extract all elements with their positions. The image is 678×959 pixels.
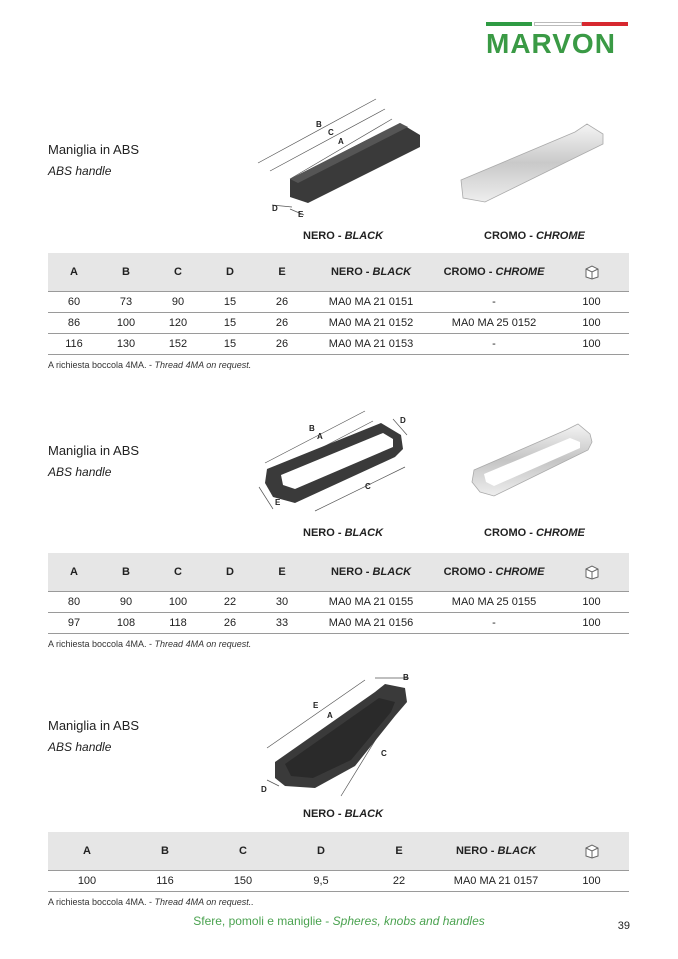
section-2-black-handle-drawing — [255, 405, 420, 520]
section-2-subtitle: ABS handle — [48, 465, 112, 479]
cell-b: 73 — [100, 292, 152, 313]
box-icon — [584, 843, 600, 859]
cell-black-code: MA0 MA 21 0157 — [438, 871, 554, 892]
col-header-e: E — [360, 832, 438, 871]
cell-c: 150 — [204, 871, 282, 892]
section-3-spec-table — [48, 832, 629, 892]
cell-d: 22 — [204, 592, 256, 613]
flag-green-stripe — [486, 22, 532, 26]
table-header-row — [48, 253, 629, 292]
table-row — [48, 592, 629, 613]
cell-a: 86 — [48, 313, 100, 334]
cell-d: 15 — [204, 313, 256, 334]
col-header-c: C — [152, 253, 204, 292]
table-row — [48, 292, 629, 313]
cell-e: 26 — [256, 334, 308, 355]
cell-b: 100 — [100, 313, 152, 334]
cell-d: 15 — [204, 334, 256, 355]
section-3-black-label: NERO - BLACK — [303, 808, 384, 820]
cell-a: 60 — [48, 292, 100, 313]
cell-b: 116 — [126, 871, 204, 892]
cell-package-qty: 100 — [554, 313, 629, 334]
section-2-chrome-handle-drawing — [468, 420, 598, 505]
cell-black-code: MA0 MA 21 0153 — [308, 334, 434, 355]
section-3-subtitle: ABS handle — [48, 740, 112, 754]
dim-label: E — [275, 498, 281, 507]
cell-e: 33 — [256, 613, 308, 634]
dim-label: C — [381, 749, 387, 758]
section-1-spec-table — [48, 253, 629, 355]
cell-c: 100 — [152, 592, 204, 613]
dim-label: D — [261, 785, 267, 794]
page-footer: Sfere, pomoli e maniglie - Spheres, knobs and handles — [193, 914, 485, 928]
col-header-package — [554, 553, 629, 592]
cell-black-code: MA0 MA 21 0156 — [308, 613, 434, 634]
cell-package-qty: 100 — [554, 871, 629, 892]
cell-a: 97 — [48, 613, 100, 634]
col-header-package — [554, 253, 629, 292]
col-header-b: B — [126, 832, 204, 871]
section-1-chrome-handle-drawing — [455, 118, 610, 213]
cell-chrome-code: - — [434, 292, 554, 313]
section-3-black-handle-drawing — [245, 668, 425, 803]
cell-black-code: MA0 MA 21 0152 — [308, 313, 434, 334]
section-3-note: A richiesta boccola 4MA. - Thread 4MA on request.. — [48, 897, 254, 907]
col-header-d: D — [282, 832, 360, 871]
section-1-note: A richiesta boccola 4MA. - Thread 4MA on request. — [48, 360, 252, 370]
table-header-row — [48, 832, 629, 871]
col-header-e: E — [256, 553, 308, 592]
cell-a: 80 — [48, 592, 100, 613]
cell-black-code: MA0 MA 21 0155 — [308, 592, 434, 613]
dim-label: D — [400, 416, 406, 425]
section-1-black-handle-drawing — [250, 95, 430, 225]
dim-label: A — [317, 432, 323, 441]
col-header-chrome: CROMO - CHROME — [434, 253, 554, 292]
cell-d: 9,5 — [282, 871, 360, 892]
col-header-black: NERO - BLACK — [308, 253, 434, 292]
col-header-chrome: CROMO - CHROME — [434, 553, 554, 592]
dim-label: A — [338, 137, 344, 146]
cell-b: 130 — [100, 334, 152, 355]
col-header-a: A — [48, 832, 126, 871]
cell-e: 26 — [256, 313, 308, 334]
cell-package-qty: 100 — [554, 292, 629, 313]
col-header-a: A — [48, 253, 100, 292]
col-header-d: D — [204, 253, 256, 292]
dim-label: D — [272, 204, 278, 213]
cell-c: 152 — [152, 334, 204, 355]
dim-label: B — [316, 120, 322, 129]
cell-c: 120 — [152, 313, 204, 334]
cell-chrome-code: MA0 MA 25 0155 — [434, 592, 554, 613]
table-row — [48, 871, 629, 892]
dim-label: E — [313, 701, 319, 710]
section-1-chrome-label: CROMO - CHROME — [484, 230, 585, 242]
section-1-subtitle: ABS handle — [48, 164, 112, 178]
cell-d: 26 — [204, 613, 256, 634]
cell-package-qty: 100 — [554, 592, 629, 613]
col-header-e: E — [256, 253, 308, 292]
cell-chrome-code: - — [434, 334, 554, 355]
cell-e: 26 — [256, 292, 308, 313]
cell-chrome-code: - — [434, 613, 554, 634]
section-2-chrome-label: CROMO - CHROME — [484, 527, 585, 539]
cell-e: 30 — [256, 592, 308, 613]
col-header-c: C — [204, 832, 282, 871]
cell-package-qty: 100 — [554, 613, 629, 634]
col-header-c: C — [152, 553, 204, 592]
page-number: 39 — [617, 920, 630, 932]
brand-logo — [486, 22, 630, 62]
cell-c: 90 — [152, 292, 204, 313]
cell-b: 90 — [100, 592, 152, 613]
cell-b: 108 — [100, 613, 152, 634]
dim-label: C — [365, 482, 371, 491]
table-row — [48, 334, 629, 355]
brand-name: MARVON — [486, 28, 616, 59]
cell-black-code: MA0 MA 21 0151 — [308, 292, 434, 313]
col-header-black: NERO - BLACK — [308, 553, 434, 592]
cell-package-qty: 100 — [554, 334, 629, 355]
cell-c: 118 — [152, 613, 204, 634]
box-icon — [584, 264, 600, 280]
section-3-title: Maniglia in ABS — [48, 718, 140, 733]
cell-e: 22 — [360, 871, 438, 892]
dim-label: E — [298, 210, 304, 219]
dim-label: B — [403, 673, 409, 682]
section-2-note: A richiesta boccola 4MA. - Thread 4MA on request. — [48, 639, 252, 649]
dim-label: B — [309, 424, 315, 433]
section-2-title: Maniglia in ABS — [48, 443, 140, 458]
chrome-handle-shape — [461, 124, 603, 202]
dim-label: C — [328, 128, 334, 137]
section-2-spec-table — [48, 553, 629, 634]
dim-label: A — [327, 711, 333, 720]
flag-white-stripe — [534, 22, 582, 26]
cell-a: 100 — [48, 871, 126, 892]
col-header-d: D — [204, 553, 256, 592]
section-1-black-label: NERO - BLACK — [303, 230, 384, 242]
box-icon — [584, 564, 600, 580]
col-header-b: B — [100, 253, 152, 292]
section-1-title: Maniglia in ABS — [48, 142, 140, 157]
cell-chrome-code: MA0 MA 25 0152 — [434, 313, 554, 334]
table-header-row — [48, 553, 629, 592]
col-header-a: A — [48, 553, 100, 592]
cell-a: 116 — [48, 334, 100, 355]
col-header-package — [554, 832, 629, 871]
col-header-black: NERO - BLACK — [438, 832, 554, 871]
cell-d: 15 — [204, 292, 256, 313]
col-header-b: B — [100, 553, 152, 592]
table-row — [48, 313, 629, 334]
section-2-black-label: NERO - BLACK — [303, 527, 384, 539]
table-row — [48, 613, 629, 634]
flag-red-stripe — [582, 22, 628, 26]
